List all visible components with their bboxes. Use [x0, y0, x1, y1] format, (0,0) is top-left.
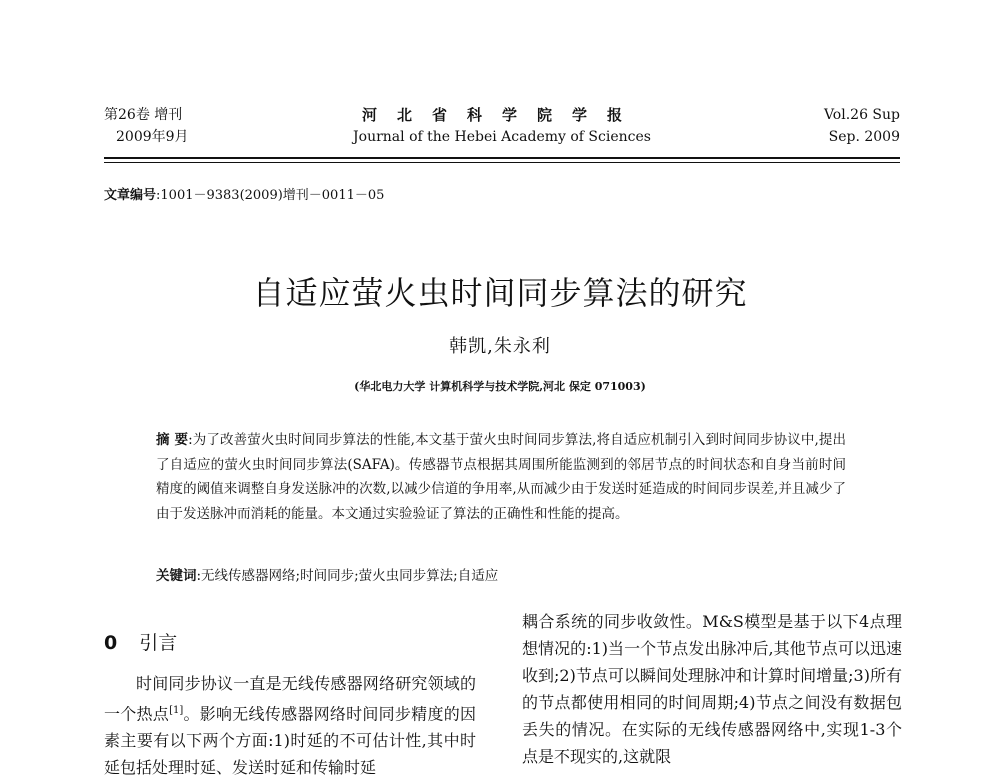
- abstract: [156, 428, 846, 526]
- section-heading: 0 引言: [104, 632, 178, 654]
- header-rule-thin: [104, 162, 900, 163]
- journal-header: [104, 104, 900, 162]
- body-column-right: 耦合系统的同步收敛性。M&S模型是基于以下4点理想情况的:1)当一个节点发出脉冲后,其他节点可以迅速收到;2)节点可以瞬间处理脉冲和计算时间增量;3)所有的节点都使用相同的时间周期;4)节点之间没有数据包丢失的情况。在实际的无线传感器网络中,实现1-3个点是不现实的,这就限: [522, 612, 902, 766]
- volume-info: 第26卷 增刊 2009年9月: [104, 107, 189, 145]
- article-number: 文章编号:1001－9383(2009)增刊－0011－05: [104, 188, 385, 203]
- affiliation: (华北电力大学 计算机科学与技术学院,河北 保定 071003): [354, 380, 646, 393]
- authors: 韩凯,朱永利: [449, 336, 551, 357]
- volume-info-en: Vol.26 Sup Sep. 2009: [823, 107, 900, 145]
- keywords-text: :无线传感器网络;时间同步;萤火虫同步算法;自适应: [196, 568, 499, 584]
- paper-title: 自适应萤火虫时间同步算法的研究: [252, 274, 748, 312]
- body-column-left: 时间同步协议一直是无线传感器网络研究领域的一个热点[1]。影响无线传感器网络时间同步精度的因素主要有以下两个方面:1)时延的不可估计性,其中时延包括处理时延、发送时延和传输时延: [104, 674, 476, 778]
- abstract-text: :为了改善萤火虫时间同步算法的性能,本文基于萤火虫时间同步算法,将自适应机制引入到时间同步协议中,提出了自适应的萤火虫时间同步算法(SAFA)。传感器节点根据其周围所能监测到的邻居节点的时间状态和自身当前时间精度的阈值来调整自身发送脉冲的次数,以减少信道的争用率,从而减少由于发送时延造成的时间同步误差,并且减少了由于发送脉冲而消耗的能量。本文通过实验验证了算法的正确性和性能的提高。: [156, 432, 846, 522]
- header-rule-thick: [104, 157, 900, 159]
- journal-name: 河北省科学院学报 Journal of the Hebei Academy of Sciences: [353, 106, 651, 145]
- abstract-label: 摘 要: [156, 432, 189, 448]
- keywords: [156, 564, 846, 584]
- keywords-label: 关键词: [156, 568, 197, 584]
- citation: [1]: [169, 705, 184, 716]
